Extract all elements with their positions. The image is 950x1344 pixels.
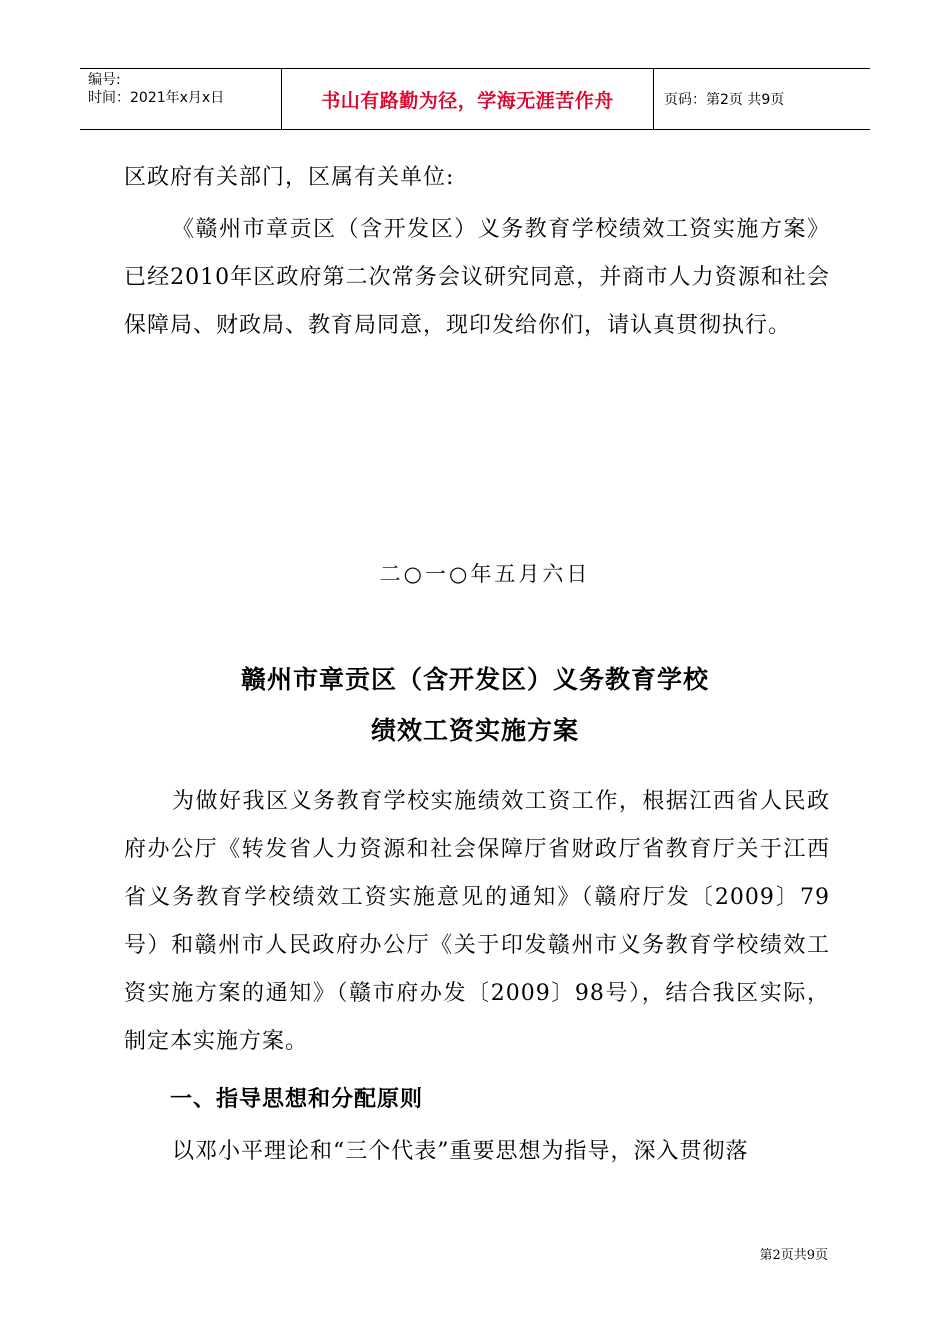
page-label: 页码：第2页 共9页 [664, 92, 785, 108]
header-motto-cell [282, 69, 654, 129]
section-body: 以邓小平理论和“三个代表”重要思想为指导，深入贯彻落 [172, 1139, 749, 1164]
salutation: 区政府有关部门，区属有关单位: [124, 165, 455, 190]
letter-body: 《赣州市章贡区（含开发区）义务教育学校绩效工资实施方案》已经2010年区政府第二次常务会议研究同意，并商市人力资源和社会保障局、财政局、教育局同意，现印发给你们，请认真贯彻执行。 [124, 217, 830, 338]
number-label: 编号: [88, 72, 121, 88]
document-title-line1: 赣州市章贡区（含开发区）义务教育学校 [240, 665, 709, 694]
time-label: 时间：2021年x月x日 [88, 90, 225, 106]
issue-date: 二○一○年五月六日 [379, 562, 591, 586]
page-footer: 第2页共9页 [759, 1248, 828, 1263]
document-title-line2: 绩效工资实施方案 [370, 716, 579, 745]
header-meta [80, 69, 282, 129]
motto: 书山有路勤为径，学海无涯苦作舟 [321, 89, 614, 112]
section-heading: 一、指导思想和分配原则 [170, 1087, 424, 1112]
page-header [80, 68, 870, 130]
header-page-cell [654, 69, 870, 129]
intro-paragraph: 为做好我区义务教育学校实施绩效工资工作，根据江西省人民政府办公厅《转发省人力资源和社会保障厅省财政厅省教育厅关于江西省义务教育学校绩效工资实施意见的通知》（赣府厅发〔2009〕79号）和赣州市人民政府办公厅《关于印发赣州市义务教育学校绩效工资实施方案的通知》（赣市府办发〔2009〕98号），结合我区实际，制定本实施方案。 [124, 789, 830, 1054]
